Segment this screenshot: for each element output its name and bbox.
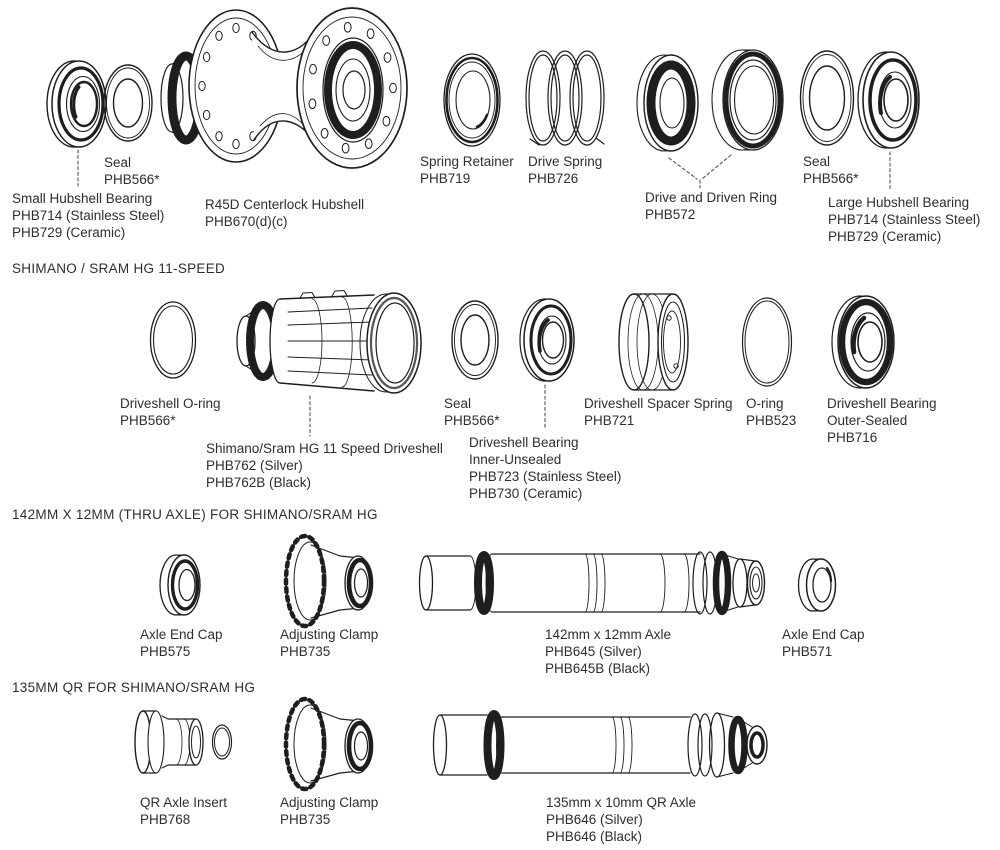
adjusting-clamp-2-drawing [286, 699, 371, 789]
label-seal-left: Seal PHB566* [104, 155, 160, 187]
label-seal-right: Seal PHB566* [803, 154, 859, 186]
leader-drive-driven-ring [669, 155, 731, 188]
label-driveshell: Shimano/Sram HG 11 Speed Driveshell PHB762 (Silver) PHB762B (Black) [206, 441, 443, 490]
label-axle-end-cap-575: Axle End Cap PHB575 [140, 627, 223, 659]
driveshell-drawing [237, 291, 421, 394]
driveshell-spacer-spring-drawing [619, 294, 688, 390]
section-heading-hg-11-speed: SHIMANO / SRAM HG 11-SPEED [12, 261, 226, 276]
seal-right-drawing [801, 51, 854, 145]
label-spring-retainer: Spring Retainer PHB719 [420, 154, 514, 186]
large-hubshell-bearing-drawing [858, 52, 919, 148]
label-drive-driven-ring: Drive and Driven Ring PHB572 [645, 190, 778, 222]
seal-left-drawing [104, 65, 152, 141]
label-adjusting-clamp-2: Adjusting Clamp PHB735 [280, 795, 379, 827]
driveshell-bearing-outer-drawing [832, 296, 894, 388]
driveshell-bearing-inner-drawing [520, 299, 574, 381]
label-hubshell: R45D Centerlock Hubshell PHB670(d)(c) [205, 197, 365, 229]
label-qr-axle-insert: QR Axle Insert PHB768 [140, 795, 228, 827]
driven-ring-drawing [712, 50, 783, 150]
driveshell-oring-drawing [151, 302, 196, 378]
axle-end-cap-571-drawing [799, 559, 836, 611]
section-heading-142-thru-axle: 142MM X 12MM (THRU AXLE) FOR SHIMANO/SRAM HG [12, 507, 378, 522]
oring-523-drawing [743, 298, 792, 386]
label-axle-end-cap-571: Axle End Cap PHB571 [782, 627, 865, 659]
label-axle-135: 135mm x 10mm QR Axle PHB646 (Silver) PHB646 (Black) [546, 795, 697, 844]
label-large-hubshell-bearing: Large Hubshell Bearing PHB714 (Stainless Steel) PHB729 (Ceramic) [828, 195, 981, 244]
label-axle-142: 142mm x 12mm Axle PHB645 (Silver) PHB645B (Black) [545, 627, 672, 676]
label-seal-hg: Seal PHB566* [444, 396, 500, 428]
label-adjusting-clamp: Adjusting Clamp PHB735 [280, 627, 379, 659]
drive-spring-drawing [526, 51, 604, 145]
qr-axle-insert-drawing [135, 711, 232, 773]
label-driveshell-bearing-inner: Driveshell Bearing Inner-Unsealed PHB723 (Stainless Steel) PHB730 (Ceramic) [469, 435, 622, 501]
axle-135-drawing [434, 713, 768, 777]
label-driveshell-bearing-outer: Driveshell Bearing Outer-Sealed PHB716 [827, 396, 937, 445]
label-driveshell-spacer-spring: Driveshell Spacer Spring PHB721 [584, 396, 733, 428]
drive-ring-drawing [637, 55, 698, 151]
label-driveshell-oring: Driveshell O-ring PHB566* [120, 396, 221, 428]
label-drive-spring: Drive Spring PHB726 [528, 154, 603, 186]
seal-hg-drawing [452, 301, 498, 379]
axle-end-cap-575-drawing [160, 555, 200, 615]
label-small-hubshell-bearing: Small Hubshell Bearing PHB714 (Stainless Steel) PHB729 (Ceramic) [12, 191, 165, 240]
hubshell-drawing [161, 8, 407, 168]
axle-142-drawing [420, 552, 765, 614]
small-hubshell-bearing-drawing [47, 61, 106, 147]
section-heading-135-qr: 135MM QR FOR SHIMANO/SRAM HG [12, 680, 256, 695]
spring-retainer-drawing [444, 54, 500, 146]
adjusting-clamp-drawing [286, 536, 371, 626]
label-oring-523: O-ring PHB523 [746, 396, 797, 428]
